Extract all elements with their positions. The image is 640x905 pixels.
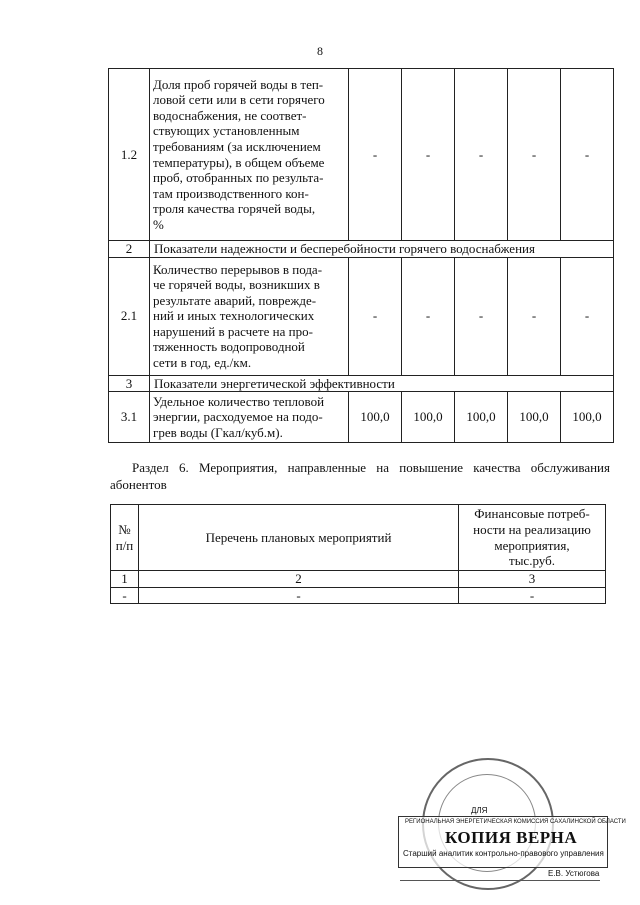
column-index: 3 [459, 571, 606, 588]
indicator-value: 100,0 [561, 392, 614, 443]
table-row [109, 392, 614, 443]
indicator-value: - [561, 257, 614, 375]
row-number: 2.1 [109, 257, 150, 375]
table-cell: - [459, 587, 606, 604]
section-row [109, 375, 614, 392]
table-row [111, 571, 606, 588]
indicator-value: - [561, 69, 614, 241]
indicator-value: 100,0 [402, 392, 455, 443]
indicator-value: 100,0 [349, 392, 402, 443]
indicator-value: - [349, 69, 402, 241]
column-index: 2 [139, 571, 459, 588]
indicator-value: - [402, 257, 455, 375]
indicator-value: 100,0 [508, 392, 561, 443]
certification-role: Старший аналитик контрольно-правового управления [403, 849, 604, 858]
table-row [109, 69, 614, 241]
page-number: 8 [317, 44, 323, 58]
section-title: Показатели энергетической эффективности [150, 375, 614, 392]
column-index: 1 [111, 571, 139, 588]
indicator-description: Удельное количество тепловой энергии, расходуемое на подо- грев воды (Гкал/куб.м). [150, 392, 349, 443]
row-number: 3.1 [109, 392, 150, 443]
indicator-value: - [455, 257, 508, 375]
indicator-description: Количество перерывов в пода- че горячей воды, возникших в результате аварий, поврежде- ний и иных технологических нарушений в расчете на про- тяженность водопроводной сети в год, ед./км. [150, 257, 349, 375]
indicator-value: - [508, 257, 561, 375]
certification-title: КОПИЯ ВЕРНА [445, 828, 578, 847]
indicator-value: 100,0 [455, 392, 508, 443]
section-heading: Раздел 6. Мероприятия, направленные на повышение качества обслуживания абонентов [110, 460, 610, 492]
certification-organization: РЕГИОНАЛЬНАЯ ЭНЕРГЕТИЧЕСКАЯ КОМИССИЯ САХАЛИНСКОЙ ОБЛАСТИ [405, 819, 626, 825]
certification-for-label: ДЛЯ [471, 806, 488, 815]
column-header-number: № п/п [111, 505, 139, 571]
measures-table [110, 504, 606, 604]
section-number: 3 [109, 375, 150, 392]
indicator-value: - [508, 69, 561, 241]
row-number: 1.2 [109, 69, 150, 241]
indicator-value: - [402, 69, 455, 241]
column-header-finance: Финансовые потреб- ности на реализацию мероприятия, тыс.руб. [459, 505, 606, 571]
signer-name: Е.В. Устюгова [548, 869, 600, 878]
indicators-table [108, 68, 614, 443]
section-number: 2 [109, 241, 150, 258]
column-header-measures: Перечень плановых мероприятий [139, 505, 459, 571]
table-cell: - [139, 587, 459, 604]
table-cell: - [111, 587, 139, 604]
table-row [111, 587, 606, 604]
signature-line [400, 880, 600, 881]
section-row [109, 241, 614, 258]
table-row [109, 257, 614, 375]
indicator-description: Доля проб горячей воды в теп- ловой сети или в сети горячего водоснабжения, не соответ- ствующих установленным требованиям (за исключением температуры), в общем объеме проб, отобранных по результа- там производственного кон- троля качества горячей воды, % [150, 69, 349, 241]
section-title: Показатели надежности и бесперебойности горячего водоснабжения [150, 241, 614, 258]
certification-stamp [398, 806, 626, 868]
indicator-value: - [349, 257, 402, 375]
indicator-value: - [455, 69, 508, 241]
table-header-row [111, 505, 606, 571]
